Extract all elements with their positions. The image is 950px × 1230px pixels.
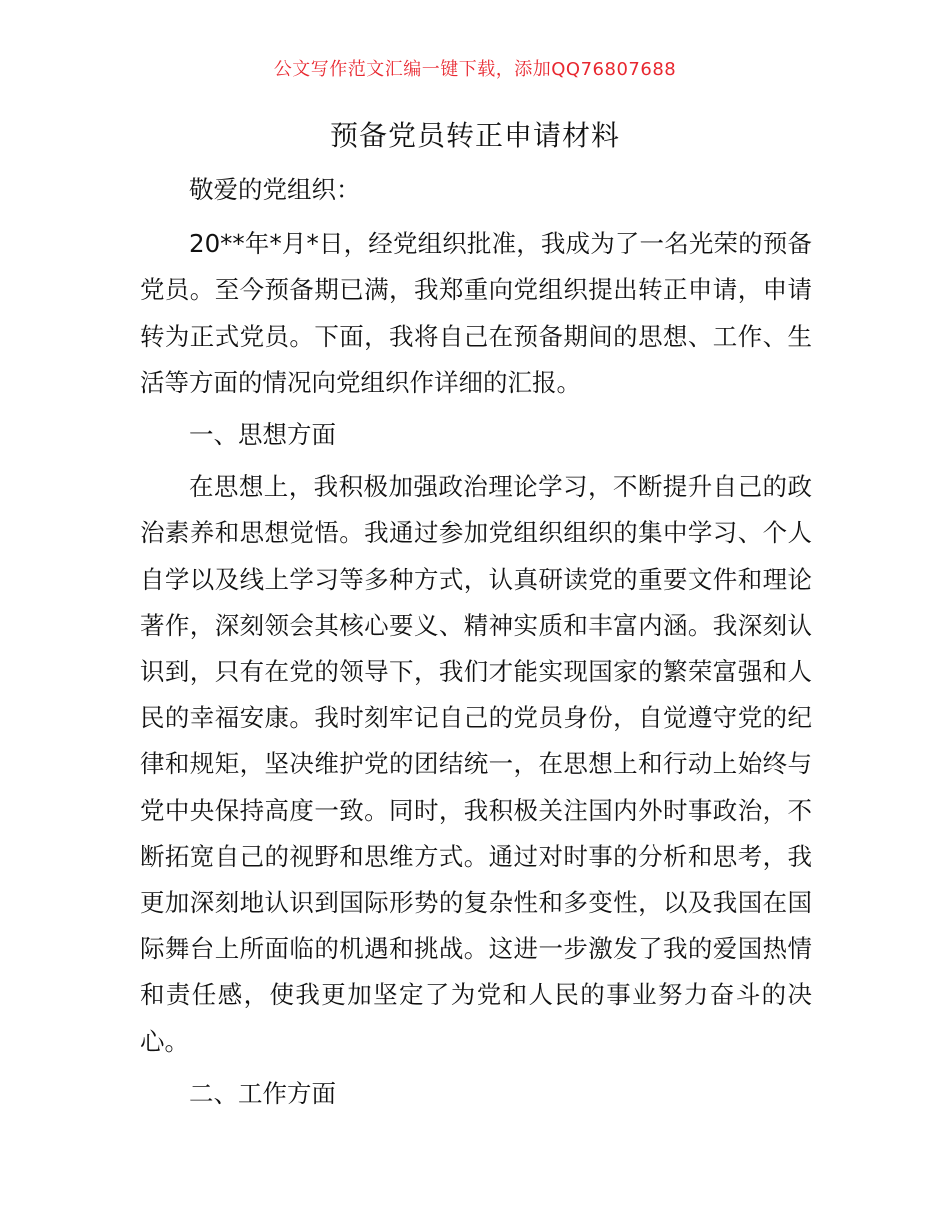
download-banner: 公文写作范文汇编一键下载，添加QQ76807688 — [273, 59, 677, 80]
paragraph-intro: 20**年*月*日，经党组织批准，我成为了一名光荣的预备党员。至今预备期已满，我郑重向党组织提出转正申请，申请转为正式党员。下面，我将自己在预备期间的思想、工作、生活等方面的情况向党组织作详细的汇报。 — [140, 229, 812, 397]
salutation: 敬爱的党组织： — [189, 175, 361, 204]
document-title: 预备党员转正申请材料 — [329, 119, 620, 152]
section-heading-work: 二、工作方面 — [189, 1078, 336, 1108]
document-body — [140, 167, 812, 1123]
section-heading-thought: 一、思想方面 — [189, 420, 336, 450]
paragraph-thought: 在思想上，我积极加强政治理论学习，不断提升自己的政治素养和思想觉悟。我通过参加党组织组织的集中学习、个人自学以及线上学习等多种方式，认真研读党的重要文件和理论著作，深刻领会其核心要义、精神实质和丰富内涵。我深刻认识到，只有在党的领导下，我们才能实现国家的繁荣富强和人民的幸福安康。我时刻牢记自己的党员身份，自觉遵守党的纪律和规矩，坚决维护党的团结统一，在思想上和行动上始终与党中央保持高度一致。同时，我积极关注国内外时事政治，不断拓宽自己的视野和思维方式。通过对时事的分析和思考，我更加深刻地认识到国际形势的复杂性和多变性，以及我国在国际舞台上所面临的机遇和挑战。这进一步激发了我的爱国热情和责任感，使我更加坚定了为党和人民的事业努力奋斗的决心。 — [140, 472, 812, 1056]
